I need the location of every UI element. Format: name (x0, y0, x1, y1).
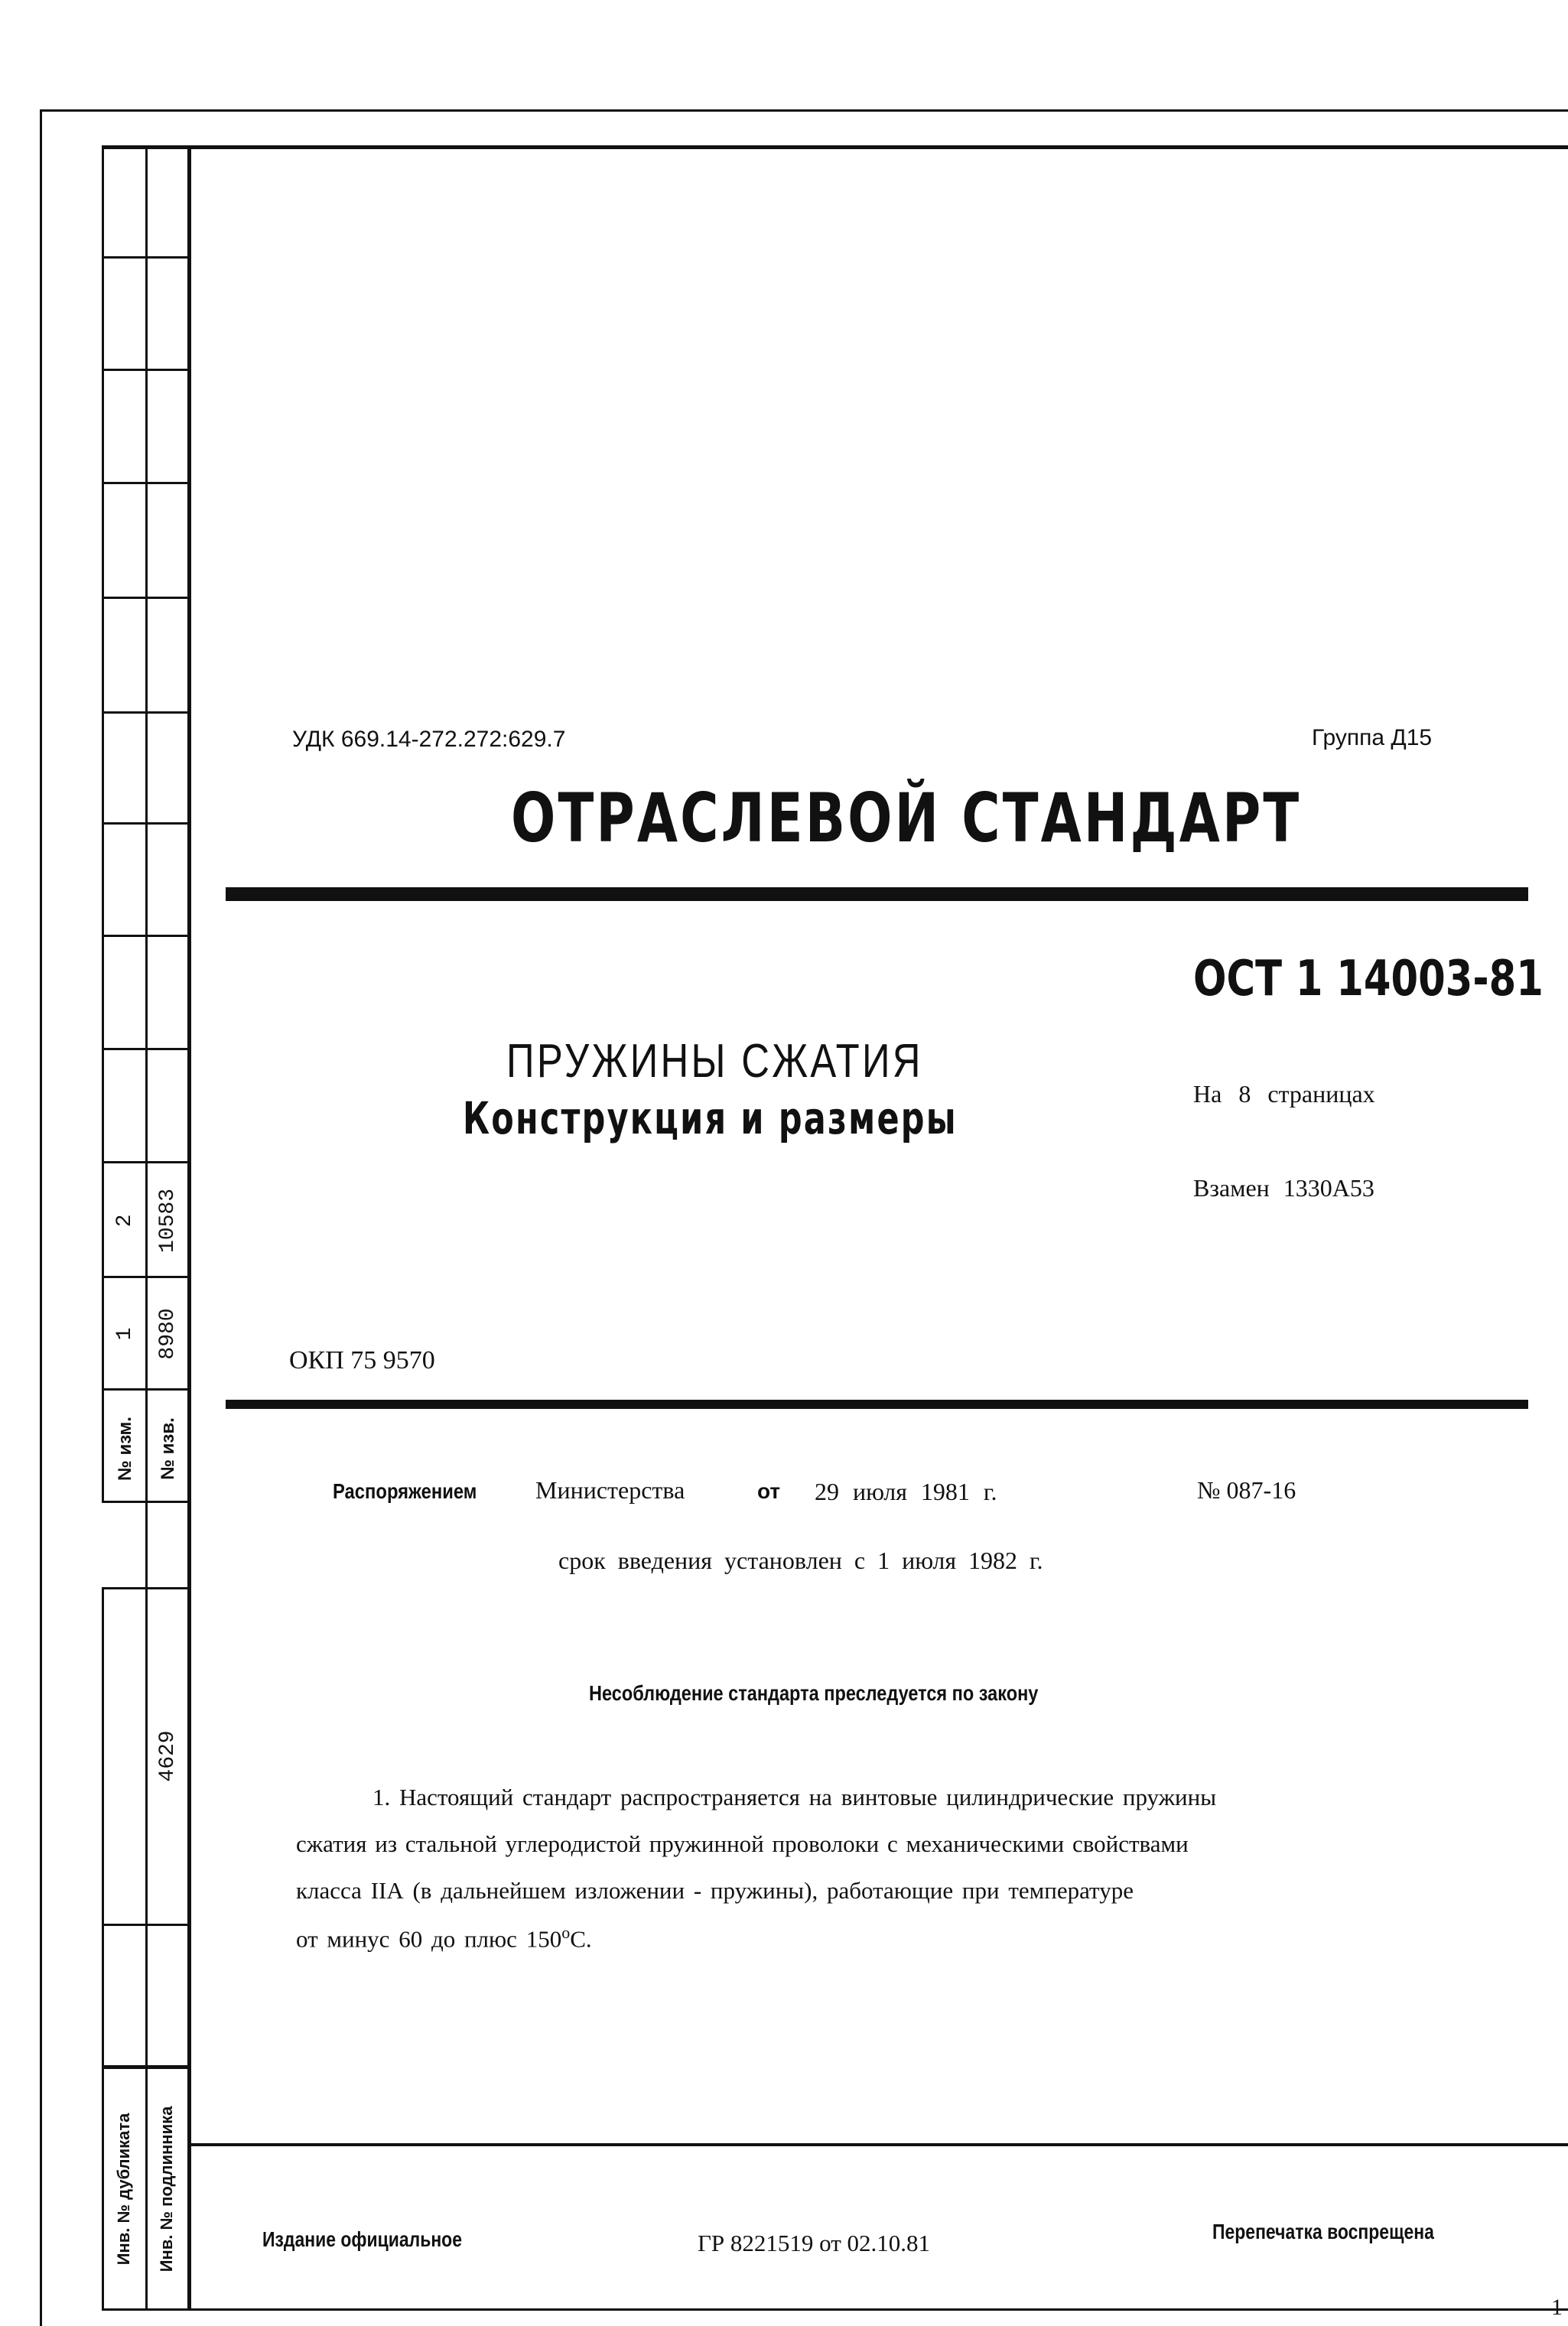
outer-frame-left (40, 109, 42, 2326)
standard-name-line2: Конструкция и размеры (463, 1092, 958, 1144)
stamp-cell-line (102, 1587, 190, 1589)
page-count: На 8 страницах (1193, 1080, 1375, 1108)
inner-frame-top (102, 145, 1568, 149)
stamp-notice-1: 8980 (156, 1308, 180, 1360)
replaces: Взамен 1330А53 (1193, 1174, 1374, 1202)
footer-registration: ГР 8221519 от 02.10.81 (698, 2230, 931, 2256)
document-type-title: ОТРАСЛЕВОЙ СТАНДАРТ (511, 779, 1302, 857)
stamp-cell-line (102, 1048, 190, 1050)
body-line-2: сжатия из стальной углеродистой пружинной проволоки с механическими свойствами (296, 1830, 1189, 1857)
stamp-rev-1: 1 (113, 1327, 137, 1341)
title-rule (226, 887, 1528, 901)
stamp-inv-orig-label: Инв. № подлинника (157, 2106, 176, 2272)
body-line-1: 1. Настоящий стандарт распространяется на винтовые цилиндрические пружины (372, 1784, 1217, 1810)
stamp-cell-line (102, 1501, 190, 1503)
body-line-4-unit: С. (570, 1925, 592, 1953)
stamp-cell-line (102, 935, 190, 937)
stamp-rev-2: 2 (113, 1214, 137, 1228)
footer-reprint-prohibited: Перепечатка воспрещена (1212, 2220, 1434, 2243)
stamp-inv-dup-label: Инв. № дубликата (114, 2113, 133, 2266)
footer-official-edition: Издание официальное (262, 2227, 462, 2251)
stamp-cell-line (102, 482, 190, 484)
stamp-cell-line (102, 822, 190, 825)
standard-name-line1: ПРУЖИНЫ СЖАТИЯ (506, 1035, 923, 1088)
okp-rule (226, 1400, 1528, 1409)
udk-code: УДК 669.14-272.272:629.7 (292, 727, 566, 752)
stamp-cell-line (102, 1161, 190, 1163)
legal-notice: Несоблюдение стандарта преследуется по закону (589, 1681, 1039, 1705)
inner-frame-left (187, 145, 191, 2310)
degree-sign: о (561, 1923, 571, 1942)
body-line-4 (296, 1923, 592, 1953)
outer-frame-top (40, 109, 1568, 112)
stamp-notice-2: 10583 (156, 1189, 180, 1254)
stamp-cell-line (102, 1276, 190, 1278)
stamp-rev-label: № изм. (115, 1417, 135, 1481)
order-by-label: Распоряжением (333, 1479, 477, 1503)
stamp-cell-line (102, 1388, 190, 1391)
stamp-notice-label: № изв. (158, 1417, 178, 1480)
stamp-cell-line (102, 256, 190, 259)
stamp-cell-line (102, 597, 190, 599)
stamp-cell-line (102, 369, 190, 371)
stamp-cell-line (102, 711, 190, 714)
inner-frame-bottom (102, 2308, 1568, 2311)
group-code: Группа Д15 (1312, 725, 1433, 750)
body-line-3: класса IIА (в дальнейшем изложении - пружины), работающие при температуре (296, 1877, 1134, 1904)
page-number: 1 (1551, 2295, 1563, 2320)
footer-rule (187, 2143, 1568, 2146)
stamp-cell-line (102, 1924, 190, 1926)
order-date: 29 июля 1981 г. (815, 1478, 997, 1505)
standard-number: ОСТ 1 14003-81 (1193, 951, 1544, 1007)
stamp-inv-original: 4629 (156, 1730, 180, 1782)
order-ministry: Министерства (535, 1476, 685, 1504)
okp-code: ОКП 75 9570 (289, 1346, 435, 1374)
order-number: № 087-16 (1197, 1476, 1296, 1504)
order-from-label: от (757, 1479, 781, 1503)
side-column-divider (145, 145, 148, 2310)
body-line-4-text: от минус 60 до плюс 150 (296, 1925, 562, 1953)
stamp-cell-line-thick (102, 2065, 190, 2069)
effective-date: срок введения установлен с 1 июля 1982 г. (558, 1547, 1043, 1574)
side-column-outer-lower (102, 1587, 104, 2310)
